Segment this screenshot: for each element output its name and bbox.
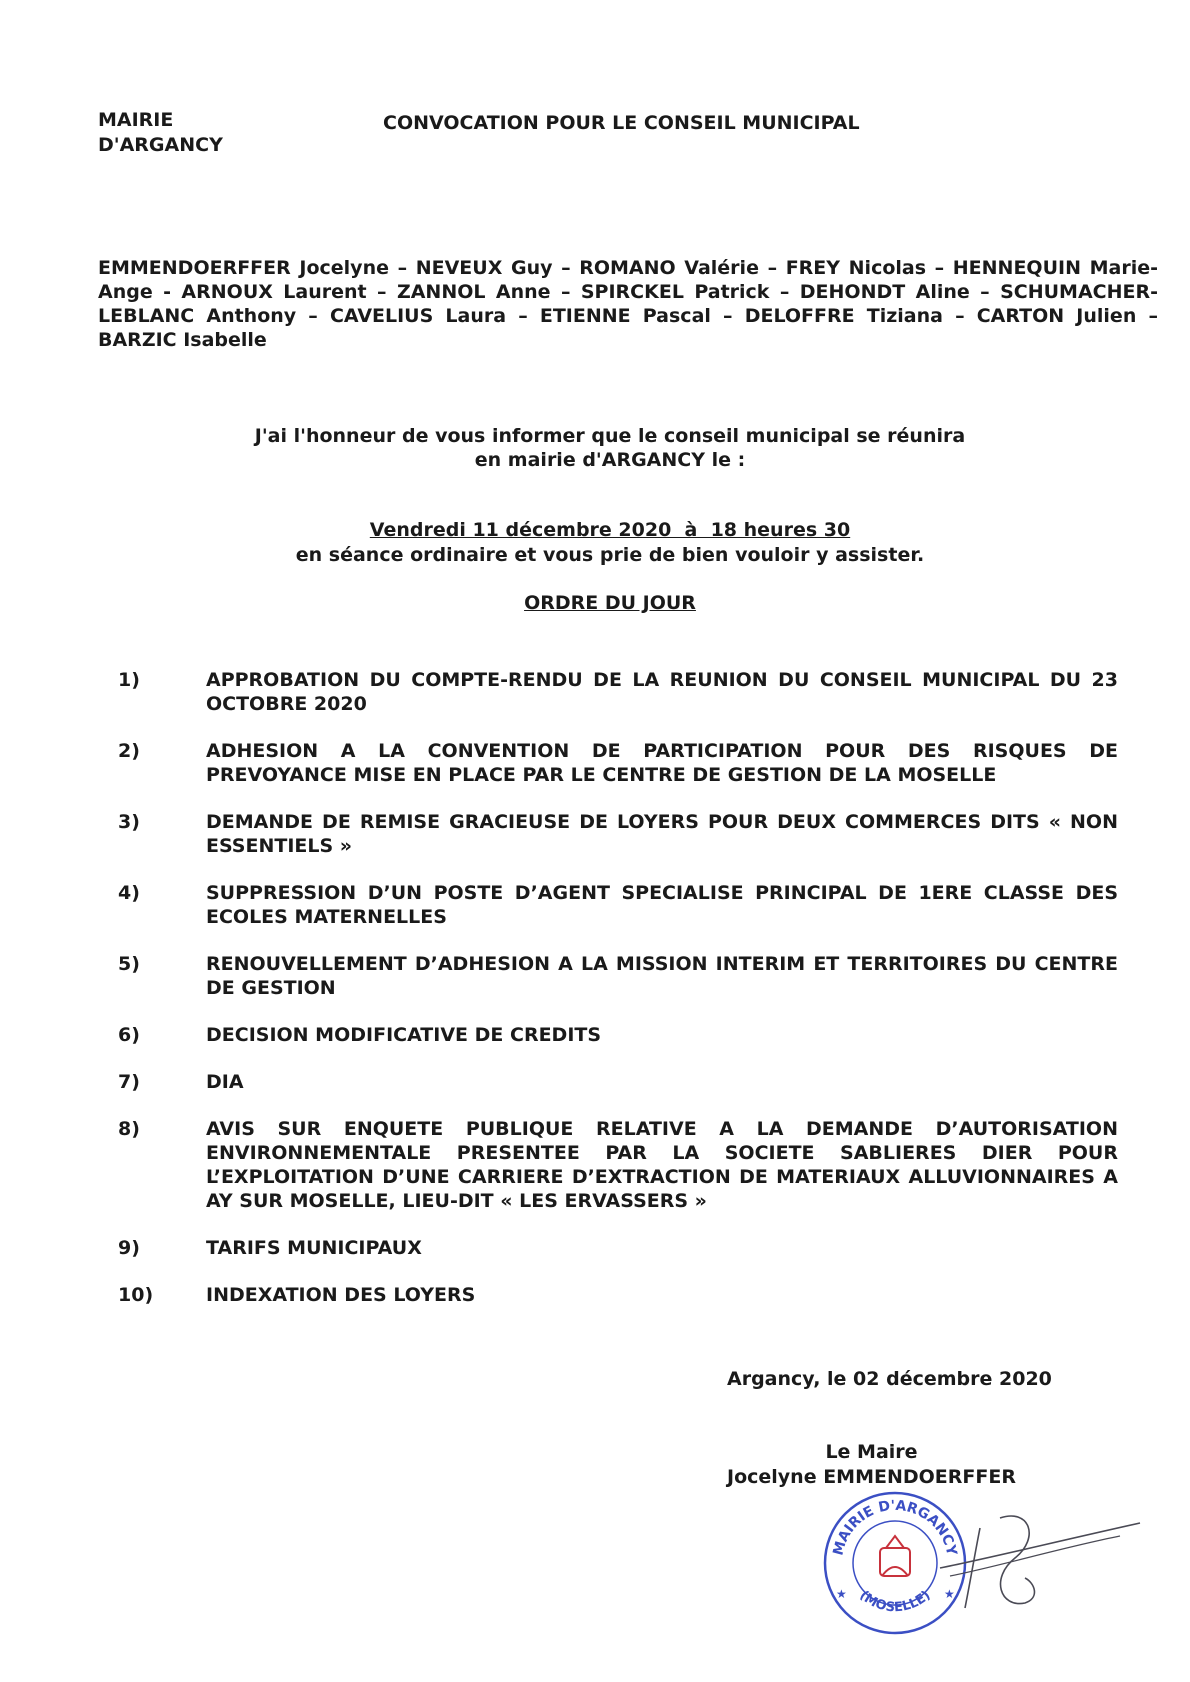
agenda-item [118, 952, 1118, 1000]
meeting-session: en séance ordinaire et vous prie de bien vouloir y assister. [295, 544, 925, 566]
municipality-line2: D'ARGANCY [98, 134, 223, 156]
agenda-item [118, 881, 1118, 929]
agenda-item-text: DIA [206, 1071, 244, 1093]
agenda-item [118, 1117, 1118, 1213]
signature-block [727, 1440, 1016, 1490]
svg-text:★: ★ [836, 1587, 847, 1601]
agenda-item-text: INDEXATION DES LOYERS [206, 1284, 476, 1306]
agenda-item [118, 810, 1118, 858]
meeting-date: Vendredi 11 décembre 2020 à 18 heures 30 [369, 519, 851, 541]
inform-line2: en mairie d'ARGANCY le : [474, 449, 746, 471]
agenda-item [118, 1070, 1118, 1094]
agenda-item-text: AVIS SUR ENQUETE PUBLIQUE RELATIVE A LA DEMANDE D’AUTORISATION ENVIRONNEMENTALE PRESENTEE PAR LA SOCIETE SABLIERES DIER POUR L’EXPLOITATION D’UNE CARRIERE D’EXTRACTION DE MATERIAUX ALLUVIONNAIRES A AY SUR MOSELLE, LIEU-DIT « LES ERVASSERS » [206, 1118, 1118, 1212]
agenda-item-number: 10) [118, 1284, 154, 1306]
agenda-item [118, 1283, 1118, 1307]
agenda-item-text: DECISION MODIFICATIVE DE CREDITS [206, 1024, 602, 1046]
agenda-item-number: 8) [118, 1118, 140, 1140]
agenda-item-text: TARIFS MUNICIPAUX [206, 1237, 422, 1259]
agenda-item-number: 4) [118, 882, 140, 904]
agenda-item [118, 1023, 1118, 1047]
stamp-bottom-text: (MOSELLE) [856, 1587, 934, 1616]
agenda-item-text: SUPPRESSION D’UN POSTE D’AGENT SPECIALISE PRINCIPAL DE 1ERE CLASSE DES ECOLES MATERNELLES [206, 882, 1118, 928]
meeting-date-block [0, 518, 1190, 568]
handwritten-signature-icon [930, 1498, 1150, 1628]
place-and-date: Argancy, le 02 décembre 2020 [727, 1368, 1052, 1390]
agenda-item [118, 739, 1118, 787]
agenda-item-number: 9) [118, 1237, 140, 1259]
agenda-item [118, 668, 1118, 716]
agenda-title: ORDRE DU JOUR [524, 592, 696, 614]
agenda-item-number: 1) [118, 669, 140, 691]
agenda-list [118, 668, 1118, 1330]
municipality-header [98, 108, 223, 158]
svg-text:(MOSELLE) [856, 1588, 933, 1615]
agenda-item-text: DEMANDE DE REMISE GRACIEUSE DE LOYERS POUR DEUX COMMERCES DITS « NON ESSENTIELS » [206, 811, 1118, 857]
agenda-item-text: ADHESION A LA CONVENTION DE PARTICIPATION POUR DES RISQUES DE PREVOYANCE MISE EN PLACE PAR LE CENTRE DE GESTION DE LA MOSELLE [206, 740, 1118, 786]
signature-role: Le Maire [825, 1441, 918, 1463]
agenda-item-number: 3) [118, 811, 140, 833]
agenda-item-number: 2) [118, 740, 140, 762]
agenda-item-number: 5) [118, 953, 140, 975]
agenda-item-text: APPROBATION DU COMPTE-RENDU DE LA REUNION DU CONSEIL MUNICIPAL DU 23 OCTOBRE 2020 [206, 669, 1118, 715]
municipality-line1: MAIRIE [98, 109, 174, 131]
inform-line1: J'ai l'honneur de vous informer que le conseil municipal se réunira [254, 425, 966, 447]
inform-paragraph [0, 424, 1190, 472]
agenda-item-number: 7) [118, 1071, 140, 1093]
svg-text:★: ★ [944, 1587, 955, 1601]
agenda-item [118, 1236, 1118, 1260]
document-title: CONVOCATION POUR LE CONSEIL MUNICIPAL [383, 112, 860, 134]
agenda-item-number: 6) [118, 1024, 140, 1046]
council-members-list: EMMENDOERFFER Jocelyne – NEVEUX Guy – ROMANO Valérie – FREY Nicolas – HENNEQUIN Marie-Ange - ARNOUX Laurent – ZANNOL Anne – SPIRCKEL Patrick – DEHONDT Aline – SCHUMACHER-LEBLANC Anthony – CAVELIUS Laura – ETIENNE Pascal – DELOFFRE Tiziana – CARTON Julien – BARZIC Isabelle [98, 257, 1158, 351]
agenda-item-text: RENOUVELLEMENT D’ADHESION A LA MISSION INTERIM ET TERRITOIRES DU CENTRE DE GESTION [206, 953, 1118, 999]
stamp-top-text: MAIRIE D'ARGANCY [830, 1497, 960, 1558]
signature-name: Jocelyne EMMENDOERFFER [727, 1466, 1016, 1488]
